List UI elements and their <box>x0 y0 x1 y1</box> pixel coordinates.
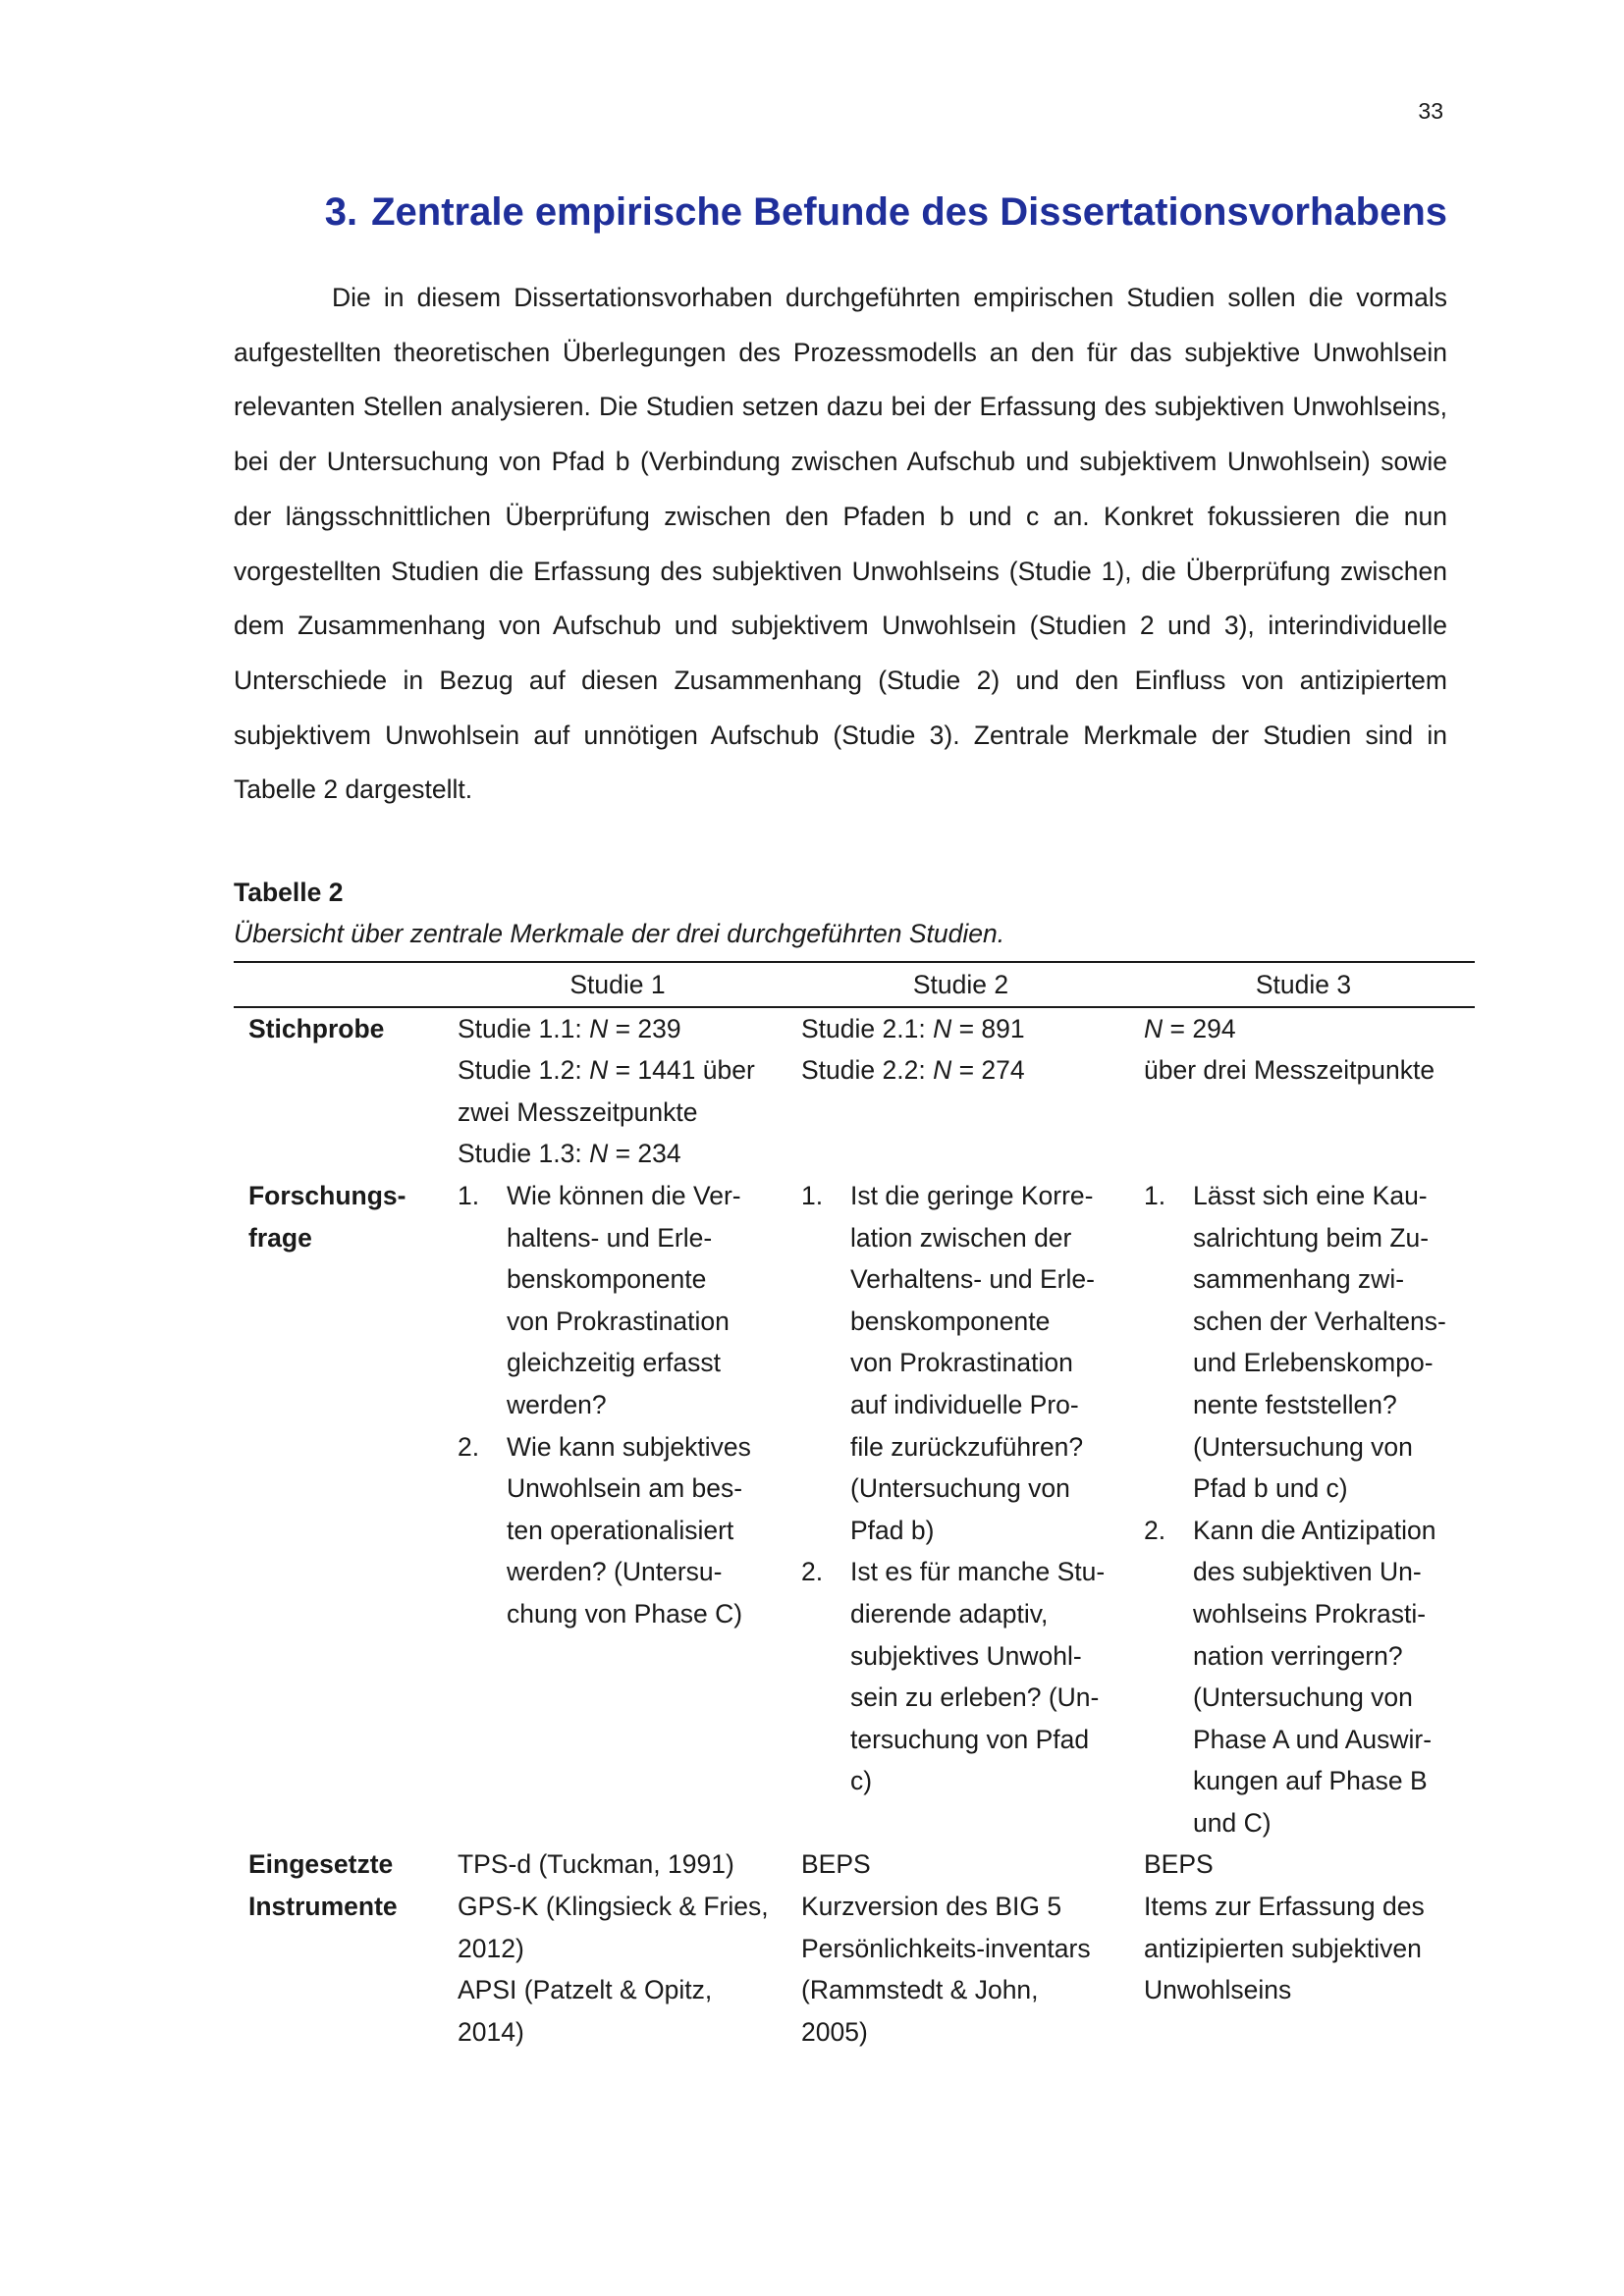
instrument-line: antizipierten subjektiven <box>1144 1933 1422 1963</box>
question-line: und Erlebenskompo- <box>1193 1348 1434 1378</box>
section-heading <box>234 190 1447 235</box>
question-number: 2. <box>801 1557 824 1587</box>
instrument-line: Persönlichkeits-inventars <box>801 1933 1091 1963</box>
header-empty <box>234 962 446 1007</box>
question-list <box>458 1175 789 1635</box>
question-line: (Untersuchung von <box>850 1473 1070 1504</box>
question-line: salrichtung beim Zu- <box>1193 1222 1430 1253</box>
question-line: Lässt sich eine Kau- <box>1193 1180 1428 1210</box>
question-line: dierende adaptiv, <box>850 1598 1049 1629</box>
question-line: Ist die geringe Korre- <box>850 1180 1094 1210</box>
section-number: 3. <box>324 190 358 234</box>
sample-value: = 274 <box>951 1055 1025 1086</box>
sample-value: = 234 <box>608 1139 681 1169</box>
instrument-line: 2014) <box>458 2016 524 2047</box>
question-line: von Prokrastination <box>507 1306 730 1336</box>
question-item <box>1144 1175 1475 1510</box>
question-number: 2. <box>1144 1515 1166 1545</box>
sample-n: N <box>589 1013 609 1043</box>
instrument-line: Items zur Erfassung des <box>1144 1892 1425 1922</box>
question-line: lation zwischen der <box>850 1222 1072 1253</box>
row-label-line: Instrumente <box>248 1892 398 1922</box>
row-label-line: Forschungs- <box>248 1180 406 1210</box>
sample-value: = 1441 über <box>608 1055 755 1086</box>
cell-sample-study-1 <box>446 1007 789 1175</box>
instrument-line: APSI (Patzelt & Opitz, <box>458 1975 713 2005</box>
table-row-sample <box>234 1007 1475 1175</box>
instrument-list <box>458 1843 789 2053</box>
question-line: und C) <box>1193 1807 1272 1838</box>
question-text <box>1193 1510 1475 1844</box>
question-line: Wie kann subjektives <box>507 1431 751 1462</box>
row-label-line: frage <box>248 1222 312 1253</box>
question-line: nation verringern? <box>1193 1640 1403 1671</box>
sample-line: zwei Messzeitpunkte <box>458 1096 698 1127</box>
question-line: ten operationalisiert <box>507 1515 734 1545</box>
sample-line <box>458 1049 789 1092</box>
body-paragraph-block <box>234 271 1447 818</box>
sample-n: N <box>933 1013 952 1043</box>
question-text <box>507 1175 789 1426</box>
question-line: tersuchung von Pfad <box>850 1724 1090 1754</box>
question-number: 1. <box>458 1180 480 1210</box>
instrument-line: GPS-K (Klingsieck & Fries, <box>458 1892 769 1922</box>
cell-question-study-2 <box>789 1175 1132 1844</box>
sample-n: N <box>589 1139 609 1169</box>
question-text <box>1193 1175 1475 1510</box>
question-line: Kann die Antizipation <box>1193 1515 1436 1545</box>
sample-line <box>458 1133 789 1175</box>
question-list <box>801 1175 1132 1802</box>
instrument-line: TPS-d (Tuckman, 1991) <box>458 1849 734 1880</box>
question-line: werden? <box>507 1389 607 1419</box>
section-title: Zentrale empirische Befunde des Dissertationsvorhabens <box>371 190 1447 234</box>
sample-line <box>1144 1008 1475 1050</box>
cell-sample-study-2 <box>789 1007 1132 1175</box>
question-line: subjektives Unwohl- <box>850 1640 1082 1671</box>
table-row-research-question <box>234 1175 1475 1844</box>
table-row-instruments <box>234 1843 1475 2053</box>
sample-n: N <box>933 1055 952 1086</box>
sample-text: Studie 1.1: <box>458 1013 590 1043</box>
sample-line: über drei Messzeitpunkte <box>1144 1055 1435 1086</box>
sample-n: N <box>1144 1013 1164 1043</box>
instrument-list <box>801 1843 1132 2053</box>
question-item <box>458 1426 789 1635</box>
question-list <box>1144 1175 1475 1844</box>
question-item <box>801 1175 1132 1551</box>
question-line: werden? (Untersu- <box>507 1557 723 1587</box>
question-number: 1. <box>1144 1180 1166 1210</box>
instrument-line: Kurzversion des BIG 5 <box>801 1892 1062 1922</box>
question-line: kungen auf Phase B <box>1193 1766 1428 1796</box>
sample-n: N <box>589 1055 609 1086</box>
question-line: Verhaltens- und Erle- <box>850 1264 1095 1295</box>
cell-instruments-study-3 <box>1132 1843 1475 2053</box>
header-study-2: Studie 2 <box>789 962 1132 1007</box>
sample-line <box>801 1049 1132 1092</box>
question-text <box>850 1175 1132 1551</box>
sample-line <box>801 1008 1132 1050</box>
question-line: Unwohlsein am bes- <box>507 1473 743 1504</box>
instrument-line: BEPS <box>801 1849 871 1880</box>
sample-text: Studie 1.3: <box>458 1139 590 1169</box>
question-line: Phase A und Auswir- <box>1193 1724 1433 1754</box>
cell-instruments-study-1 <box>446 1843 789 2053</box>
question-item <box>458 1175 789 1426</box>
question-line: Wie können die Ver- <box>507 1180 741 1210</box>
question-number: 1. <box>801 1180 824 1210</box>
question-line: nente feststellen? <box>1193 1389 1397 1419</box>
table-label: Tabelle 2 <box>234 878 344 907</box>
page-number: 33 <box>1418 98 1443 124</box>
instrument-line: (Rammstedt & John, <box>801 1975 1039 2005</box>
cell-question-study-1 <box>446 1175 789 1844</box>
question-item <box>801 1551 1132 1802</box>
question-line: file zurückzuführen? <box>850 1431 1084 1462</box>
header-study-3: Studie 3 <box>1132 962 1475 1007</box>
question-number: 2. <box>458 1431 480 1462</box>
row-label-sample <box>234 1007 446 1175</box>
question-line: Pfad b und c) <box>1193 1473 1348 1504</box>
table-header-row <box>234 962 1475 1007</box>
question-line: schen der Verhaltens- <box>1193 1306 1446 1336</box>
sample-value: = 891 <box>951 1013 1025 1043</box>
question-text <box>507 1426 789 1635</box>
sample-value: = 239 <box>608 1013 681 1043</box>
row-label-research-question <box>234 1175 446 1844</box>
question-line: (Untersuchung von <box>1193 1682 1413 1713</box>
instrument-line: BEPS <box>1144 1849 1214 1880</box>
question-line: sein zu erleben? (Un- <box>850 1682 1100 1713</box>
row-label-line: Eingesetzte <box>248 1849 394 1880</box>
instrument-line: Unwohlseins <box>1144 1975 1292 2005</box>
instrument-list <box>1144 1843 1475 2010</box>
question-line: sammenhang zwi- <box>1193 1264 1405 1295</box>
header-study-1: Studie 1 <box>446 962 789 1007</box>
question-line: Pfad b) <box>850 1515 935 1545</box>
question-line: Ist es für manche Stu- <box>850 1557 1106 1587</box>
cell-question-study-3 <box>1132 1175 1475 1844</box>
question-line: gleichzeitig erfasst <box>507 1348 721 1378</box>
table-caption: Übersicht über zentrale Merkmale der drei durchgeführten Studien. <box>234 919 1005 948</box>
sample-text: Studie 2.2: <box>801 1055 934 1086</box>
row-label-instruments <box>234 1843 446 2053</box>
study-overview-table <box>234 961 1475 2053</box>
body-paragraph: Die in diesem Dissertationsvorhaben durchgeführten empirischen Studien sollen die vormals aufgestellten theoretischen Überlegungen des Prozessmodells an den für das subjektive Unwohlsein relevanten Stellen analysieren. Die Studien setzen dazu bei der Erfassung des subjektiven Unwohlseins, bei der Untersuchung von Pfad b (Verbindung zwischen Aufschub und subjektivem Unwohlsein) sowie der längsschnittlichen Überprüfung zwischen den Pfaden b und c an. Konkret fokussieren die nun vorgestellten Studien die Erfassung des subjektiven Unwohlseins (Studie 1), die Überprüfung zwischen dem Zusammenhang von Aufschub und subjektivem Unwohlsein (Studien 2 und 3), interindividuelle Unterschiede in Bezug auf diesen Zusammenhang (Studie 2) und den Einfluss von antizipiertem subjektivem Unwohlsein auf unnötigen Aufschub (Studie 3). Zentrale Merkmale der Studien sind in Tabelle 2 dargestellt. <box>234 283 1447 805</box>
row-label-text: Stichprobe <box>248 1013 385 1043</box>
question-line: c) <box>850 1766 873 1796</box>
sample-text: Studie 1.2: <box>458 1055 590 1086</box>
cell-sample-study-3 <box>1132 1007 1475 1175</box>
question-line: chung von Phase C) <box>507 1598 743 1629</box>
question-line: haltens- und Erle- <box>507 1222 713 1253</box>
question-line: auf individuelle Pro- <box>850 1389 1079 1419</box>
sample-value: = 294 <box>1163 1013 1236 1043</box>
sample-line <box>458 1008 789 1050</box>
question-line: des subjektiven Un- <box>1193 1557 1422 1587</box>
question-line: wohlseins Prokrasti- <box>1193 1598 1427 1629</box>
question-line: (Untersuchung von <box>1193 1431 1413 1462</box>
question-line: benskomponente <box>507 1264 707 1295</box>
question-line: benskomponente <box>850 1306 1051 1336</box>
instrument-line: 2005) <box>801 2016 868 2047</box>
sample-text: Studie 2.1: <box>801 1013 934 1043</box>
question-text <box>850 1551 1132 1802</box>
question-item <box>1144 1510 1475 1844</box>
cell-instruments-study-2 <box>789 1843 1132 2053</box>
instrument-line: 2012) <box>458 1933 524 1963</box>
question-line: von Prokrastination <box>850 1348 1073 1378</box>
